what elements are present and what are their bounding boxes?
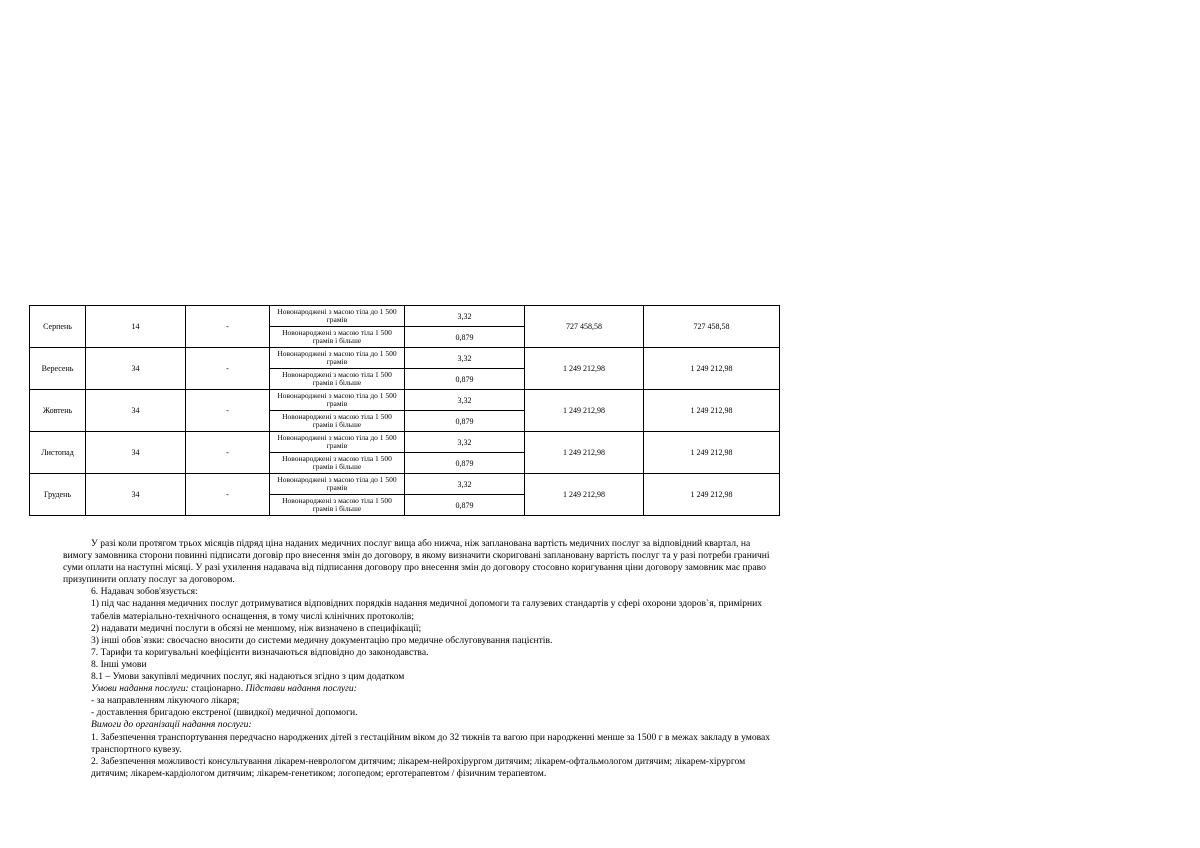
count-cell: 34 (86, 474, 186, 516)
contract-text (63, 538, 771, 780)
month-cell: Вересень (30, 348, 86, 390)
total-cell: 1 249 212,98 (644, 348, 780, 390)
total-cell: 1 249 212,98 (644, 390, 780, 432)
category-cell: Новонароджені з масою тіла 1 500 грамів і більше (270, 369, 405, 390)
total-cell: 727 458,58 (644, 306, 780, 348)
requirement-2: 2. Забезпечення можливості консультування лікарем-неврологом дитячим; лікарем-нейрохірургом дитячим; лікарем-офтальмологом дитячим; лікарем-хірургом дитячим; лікарем-кардіологом дитячим; лікарем-генетиком; логопедом; ерготерапевтом / фізичним терапевтом. (91, 755, 746, 779)
count-cell: 34 (86, 348, 186, 390)
coefficient-cell: 3,32 (405, 390, 525, 411)
count-cell: 34 (86, 432, 186, 474)
category-cell: Новонароджені з масою тіла до 1 500 грамів (270, 390, 405, 411)
month-cell: Листопад (30, 432, 86, 474)
category-cell: Новонароджені з масою тіла 1 500 грамів і більше (270, 495, 405, 516)
requirements-label (91, 719, 771, 731)
coefficient-cell: 3,32 (405, 474, 525, 495)
item-8-1: 8.1 – Умови закупівлі медичних послуг, які надаються згідно з цим додатком (91, 671, 405, 683)
requirements-label-text: Вимоги до організації надання послуги: (91, 719, 252, 731)
table-row (30, 474, 780, 495)
dash-cell: - (186, 474, 270, 516)
conditions-label: Умови надання послуги: (91, 683, 189, 695)
category-cell: Новонароджені з масою тіла до 1 500 грамів (270, 432, 405, 453)
coefficient-cell: 0,879 (405, 369, 525, 390)
category-cell: Новонароджені з масою тіла до 1 500 грамів (270, 474, 405, 495)
category-cell: Новонароджені з масою тіла до 1 500 грамів (270, 348, 405, 369)
dash-cell: - (186, 390, 270, 432)
table-row (30, 306, 780, 327)
sum-cell: 727 458,58 (525, 306, 644, 348)
total-cell: 1 249 212,98 (644, 474, 780, 516)
count-cell: 34 (86, 390, 186, 432)
count-cell: 14 (86, 306, 186, 348)
total-cell: 1 249 212,98 (644, 432, 780, 474)
dash-cell: - (186, 348, 270, 390)
dash-cell: - (186, 306, 270, 348)
item-8: 8. Інші умови (91, 658, 147, 670)
table-row (30, 432, 780, 453)
sum-cell: 1 249 212,98 (525, 348, 644, 390)
requirement-1: 1. Забезпечення транспортування передчасно народжених дітей з гестаційним віком до 32 тижнів та вагою при народженні менше за 1500 г в межах закладу в умовах транспортного кувезу. (91, 731, 771, 755)
conditions-value: стаціонарно. (188, 683, 246, 695)
coefficient-cell: 0,879 (405, 495, 525, 516)
coefficient-cell: 3,32 (405, 348, 525, 369)
coefficient-cell: 3,32 (405, 306, 525, 327)
category-cell: Новонароджені з масою тіла 1 500 грамів і більше (270, 327, 405, 348)
item-6-3: 3) інші обов`язки: своєчасно вносити до системи медичну документацію про медичне обслуговування пацієнтів. (91, 634, 553, 646)
month-cell: Серпень (30, 306, 86, 348)
basis-label: Підстави надання послуги: (245, 683, 357, 695)
sum-cell: 1 249 212,98 (525, 474, 644, 516)
item-6: 6. Надавач зобов'язується: (91, 586, 198, 598)
basis-item-2: - доставлення бригадою екстреної (швидкої) медичної допомоги. (91, 707, 358, 719)
coefficient-cell: 0,879 (405, 327, 525, 348)
paragraph-price-deviation: У разі коли протягом трьох місяців підряд ціна наданих медичних послуг вища або нижча, ніж запланована вартість медичних послуг за відповідний квартал, на вимогу замовника сторони повинні підписати договір про внесення змін до договору, в якому визначити скориговані заплановану вартість послуг та у разі потреби граничні суми оплати на наступні місяці. У разі ухилення надавача від підписання договору про внесення змін до договору стосовно коригування ціни договору замовник має право призупинити оплату послуг за договором. (63, 538, 770, 586)
monthly-tariff-table (29, 305, 780, 516)
coefficient-cell: 3,32 (405, 432, 525, 453)
table-row (30, 348, 780, 369)
category-cell: Новонароджені з масою тіла до 1 500 грамів (270, 306, 405, 327)
sum-cell: 1 249 212,98 (525, 390, 644, 432)
coefficient-cell: 0,879 (405, 453, 525, 474)
category-cell: Новонароджені з масою тіла 1 500 грамів і більше (270, 411, 405, 432)
month-cell: Грудень (30, 474, 86, 516)
basis-item-1: - за направленням лікуючого лікаря; (91, 695, 240, 707)
coefficient-cell: 0,879 (405, 411, 525, 432)
service-conditions (91, 683, 771, 695)
dash-cell: - (186, 432, 270, 474)
category-cell: Новонароджені з масою тіла 1 500 грамів і більше (270, 453, 405, 474)
item-6-1: 1) під час надання медичних послуг дотримуватися відповідних порядків надання медичної допомоги та галузевих стандартів у сфері охорони здоров`я, примірних табелів матеріально-технічного оснащення, в тому числі клінічних протоколів; (91, 598, 763, 622)
sum-cell: 1 249 212,98 (525, 432, 644, 474)
table-row (30, 390, 780, 411)
month-cell: Жовтень (30, 390, 86, 432)
table-body (30, 306, 780, 516)
item-6-2: 2) надавати медичні послуги в обсязі не меншому, ніж визначено в специфікації; (91, 622, 422, 634)
item-7: 7. Тарифи та коригувальні коефіцієнти визначаються відповідно до законодавства. (91, 646, 429, 658)
